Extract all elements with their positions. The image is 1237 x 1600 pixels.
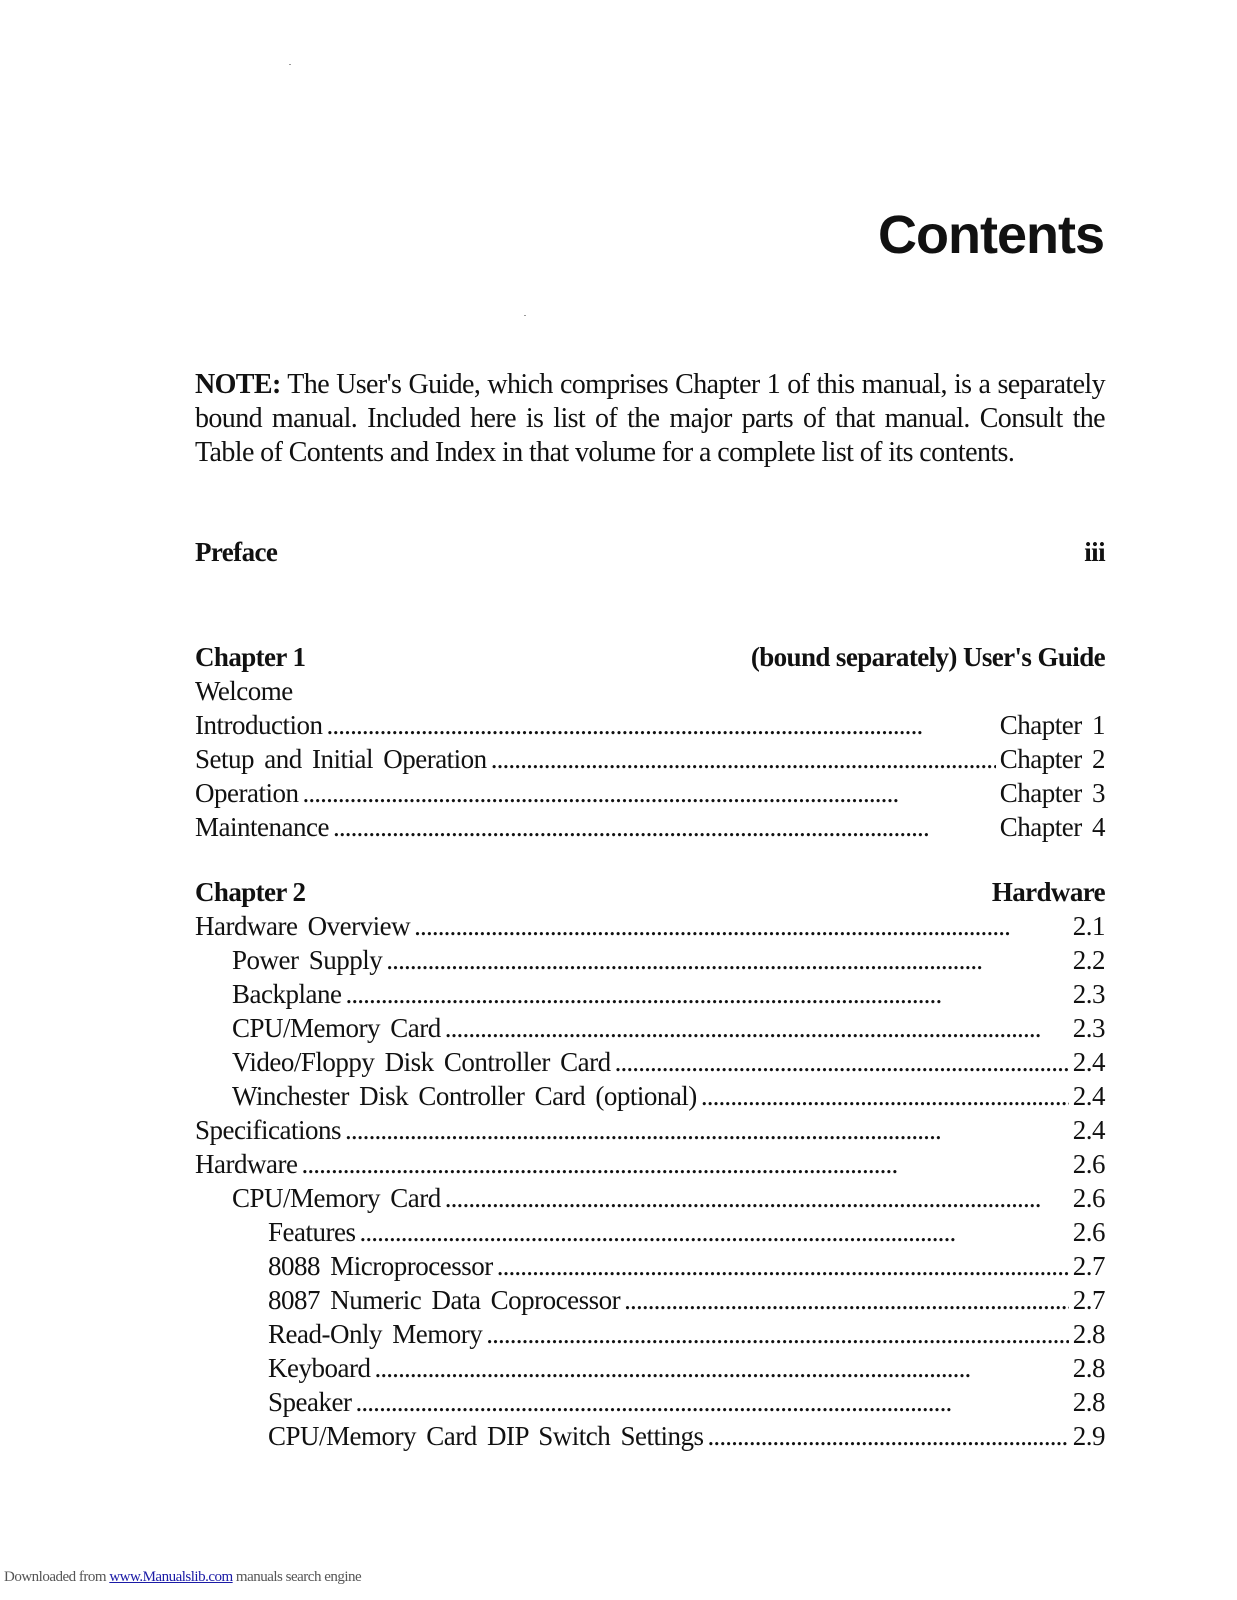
toc-entry-label: Specifications	[195, 1115, 341, 1145]
scan-speck	[289, 64, 291, 65]
toc-entry-page: 2.7	[1072, 1285, 1105, 1315]
toc-entry[interactable]	[195, 909, 1105, 943]
chapter-1-heading[interactable]	[195, 640, 1105, 674]
toc-entry-label: Read-Only Memory	[268, 1319, 483, 1349]
toc-entry-page: Chapter 3	[999, 778, 1105, 808]
dot-leader	[345, 1113, 1069, 1147]
dot-leader	[386, 943, 1068, 977]
preface-page: iii	[1084, 537, 1105, 567]
toc-chapter-2	[195, 875, 1105, 1453]
toc-entry-label: CPU/Memory Card DIP Switch Settings	[268, 1421, 704, 1451]
dot-leader	[486, 1317, 1069, 1351]
toc-entry-page: 2.8	[1072, 1319, 1105, 1349]
toc-entry-page: Chapter 1	[999, 710, 1105, 740]
toc-entry-label: CPU/Memory Card	[232, 1183, 441, 1213]
dot-leader	[445, 1181, 1069, 1215]
toc-entry[interactable]	[195, 1113, 1105, 1147]
download-footer	[4, 1569, 361, 1586]
chapter-1-title: (bound separately) User's Guide	[750, 642, 1105, 672]
toc-entry-page: 2.4	[1072, 1081, 1105, 1111]
toc-entry-page: 2.8	[1072, 1353, 1105, 1383]
dot-leader	[374, 1351, 1068, 1385]
toc-entry-label: Hardware Overview	[195, 911, 411, 941]
toc-entry-page: 2.1	[1072, 911, 1105, 941]
toc-entry-page: Chapter 4	[999, 812, 1105, 842]
toc-entry-page: 2.6	[1072, 1217, 1105, 1247]
toc-entry[interactable]	[195, 1351, 1105, 1385]
dot-leader	[359, 1215, 1068, 1249]
toc-entry-page: 2.9	[1072, 1421, 1105, 1451]
note-text: The User's Guide, which comprises Chapter 1 of this manual, is a separately bound manual. Included here is list of the major parts of that manual. Consult the Table of Contents and Index in that volume for a complete list of its contents.	[195, 369, 1105, 468]
preface-label: Preface	[195, 537, 278, 567]
toc-entry-page: 2.2	[1072, 945, 1105, 975]
toc-entry[interactable]	[195, 977, 1105, 1011]
dot-leader	[333, 810, 996, 844]
dot-leader	[301, 1147, 1068, 1181]
toc-entry[interactable]	[195, 1385, 1105, 1419]
dot-leader	[445, 1011, 1069, 1045]
toc-entry[interactable]	[195, 674, 1105, 708]
toc-entry[interactable]	[195, 943, 1105, 977]
toc-entry-page: 2.6	[1072, 1183, 1105, 1213]
toc-entry[interactable]	[195, 1181, 1105, 1215]
dot-leader	[355, 1385, 1068, 1419]
dot-leader	[708, 1419, 1069, 1453]
dot-leader	[326, 708, 995, 742]
dot-leader	[345, 977, 1068, 1011]
dot-leader	[491, 742, 996, 776]
toc-chapter-1	[195, 640, 1105, 844]
toc-entry-page: 2.4	[1072, 1115, 1105, 1145]
toc-entry[interactable]	[195, 1283, 1105, 1317]
dot-leader	[497, 1249, 1069, 1283]
page-title: Contents	[878, 205, 1104, 265]
toc-entry-label: Hardware	[195, 1149, 298, 1179]
dot-leader	[414, 909, 1069, 943]
toc-entry[interactable]	[195, 708, 1105, 742]
chapter-1-label: Chapter 1	[195, 642, 306, 672]
chapter-2-label: Chapter 2	[195, 877, 306, 907]
toc-entry[interactable]	[195, 742, 1105, 776]
dot-leader	[615, 1045, 1069, 1079]
toc-entry[interactable]	[195, 776, 1105, 810]
toc-entry-label: Maintenance	[195, 812, 329, 842]
toc-entry-label: Video/Floppy Disk Controller Card	[232, 1047, 611, 1077]
toc-entry-page: 2.4	[1072, 1047, 1105, 1077]
scan-speck	[524, 315, 526, 316]
dot-leader	[302, 776, 995, 810]
toc-entry-page: 2.6	[1072, 1149, 1105, 1179]
toc-entry-label: 8087 Numeric Data Coprocessor	[268, 1285, 621, 1315]
toc-entry-label: Setup and Initial Operation	[195, 744, 487, 774]
toc-entry-label: Speaker	[268, 1387, 352, 1417]
toc-entry-label: Welcome	[195, 676, 293, 706]
toc-entry[interactable]	[195, 1215, 1105, 1249]
dot-leader	[624, 1283, 1069, 1317]
toc-entry[interactable]	[195, 1011, 1105, 1045]
chapter-2-title: Hardware	[991, 877, 1105, 907]
toc-entry[interactable]	[195, 1419, 1105, 1453]
toc-entry-label: Features	[268, 1217, 356, 1247]
footer-suffix: manuals search engine	[232, 1569, 362, 1585]
toc-entry-label: Keyboard	[268, 1353, 371, 1383]
toc-entry-page: 2.3	[1072, 979, 1105, 1009]
dot-leader	[701, 1079, 1069, 1113]
toc-entry-label: Power Supply	[232, 945, 383, 975]
toc-entry-label: Introduction	[195, 710, 323, 740]
toc-entry[interactable]	[195, 810, 1105, 844]
toc-entry-page: Chapter 2	[999, 744, 1105, 774]
toc-entry-page: 2.7	[1072, 1251, 1105, 1281]
toc-entry[interactable]	[195, 1045, 1105, 1079]
toc-entry-label: 8088 Microprocessor	[268, 1251, 493, 1281]
toc-entry[interactable]	[195, 1147, 1105, 1181]
toc-entry-page: 2.8	[1072, 1387, 1105, 1417]
toc-preface-row[interactable]	[195, 535, 1105, 569]
toc-entry-page: 2.3	[1072, 1013, 1105, 1043]
chapter-2-heading[interactable]	[195, 875, 1105, 909]
toc-entry-label: CPU/Memory Card	[232, 1013, 441, 1043]
toc-entry-label: Winchester Disk Controller Card (optional)	[232, 1081, 697, 1111]
toc-entry[interactable]	[195, 1317, 1105, 1351]
toc-entry[interactable]	[195, 1249, 1105, 1283]
manualslib-link[interactable]: www.Manualslib.com	[109, 1569, 233, 1585]
toc-entry[interactable]	[195, 1079, 1105, 1113]
note-paragraph	[195, 368, 1105, 470]
note-label: NOTE:	[195, 369, 281, 400]
footer-prefix: Downloaded from	[4, 1569, 110, 1585]
toc-entry-label: Operation	[195, 778, 299, 808]
toc-entry-label: Backplane	[232, 979, 342, 1009]
